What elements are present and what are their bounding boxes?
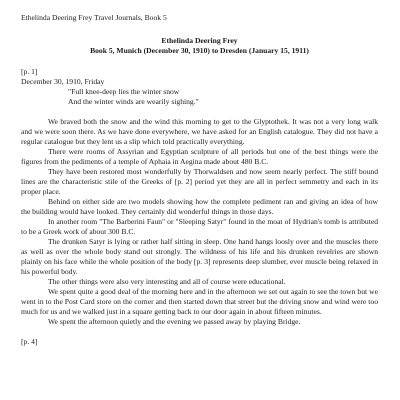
paragraph: There were rooms of Assyrian and Egyptian sculpture of all periods but one of the best things were the figures from the pediments of a temple of Aphaia in Aegina made about 480 B.C.: [21, 147, 378, 166]
next-page-marker: [p. 4]: [21, 337, 38, 346]
paragraph: In another room "The Barberini Faun" or "Sleeping Satyr" found in the moat of Hydrian's tomb is attributed to be a Greek work of about 300 B.C.: [21, 217, 378, 236]
poem-line: And the winter winds are wearily sighing.": [68, 97, 199, 106]
paragraph: We spent the afternoon quietly and the evening we passed away by playing Bridge.: [48, 317, 301, 326]
paragraph: We braved both the snow and the wind this morning to get to the Glyptothek. It was not a very long walk and we were soon there. As we have done everywhere, we have asked for an English catalogue. They did not have a regular catalogue but they lent us a slip which told practically everything.: [21, 117, 378, 146]
paragraph: The drunken Satyr is lying or rather half sitting in sleep. One hand hangs loosly over and the muscles there as well as over the whole body stand out strongly. The wildness of his life and his drunken revelries are shown plainly on his face while the whole position of the body [p. 3] represents deep slumber, ever muscle being relaxed in his powerful body.: [21, 237, 378, 276]
poem-quote: [21, 87, 378, 107]
paragraph: They have been restored most wonderfully by Thorwaldsen and now seem nearly perfect. The stiff bound lines are the characteristic stile of the Greeks of [p. 2] period yet they are all in perfect semmetry and each in its proper place.: [21, 167, 378, 196]
document-title: [21, 36, 378, 56]
paragraph: We spent quite a good deal of the morning here and in the afternoon we set out again to see the town but we went in to the Post Card store on the corner and then started down that street but the driving snow and wind were too much for us and we walked just in a square getting back to our door again in about fifteen minutes.: [21, 287, 378, 316]
page-marker: [p. 1]: [21, 67, 38, 76]
poem-line: "Full knee-deep lies the winter snow: [68, 87, 180, 96]
title-author: Ethelinda Deering Frey: [161, 36, 238, 45]
paragraph: The other things were also very interesting and all of course were educational.: [48, 277, 286, 286]
paragraph: Behind on either side are two models showing how the complete pediment ran and giving an idea of how the building would have looked. They certainly did wonderful things in those days.: [21, 197, 378, 216]
running-header: Ethelinda Deering Frey Travel Journals, Book 5: [21, 13, 167, 22]
entry-date: December 30, 1910, Friday: [21, 77, 105, 86]
title-book: Book 5, Munich (December 30, 1910) to Dresden (January 15, 1911): [90, 46, 309, 55]
